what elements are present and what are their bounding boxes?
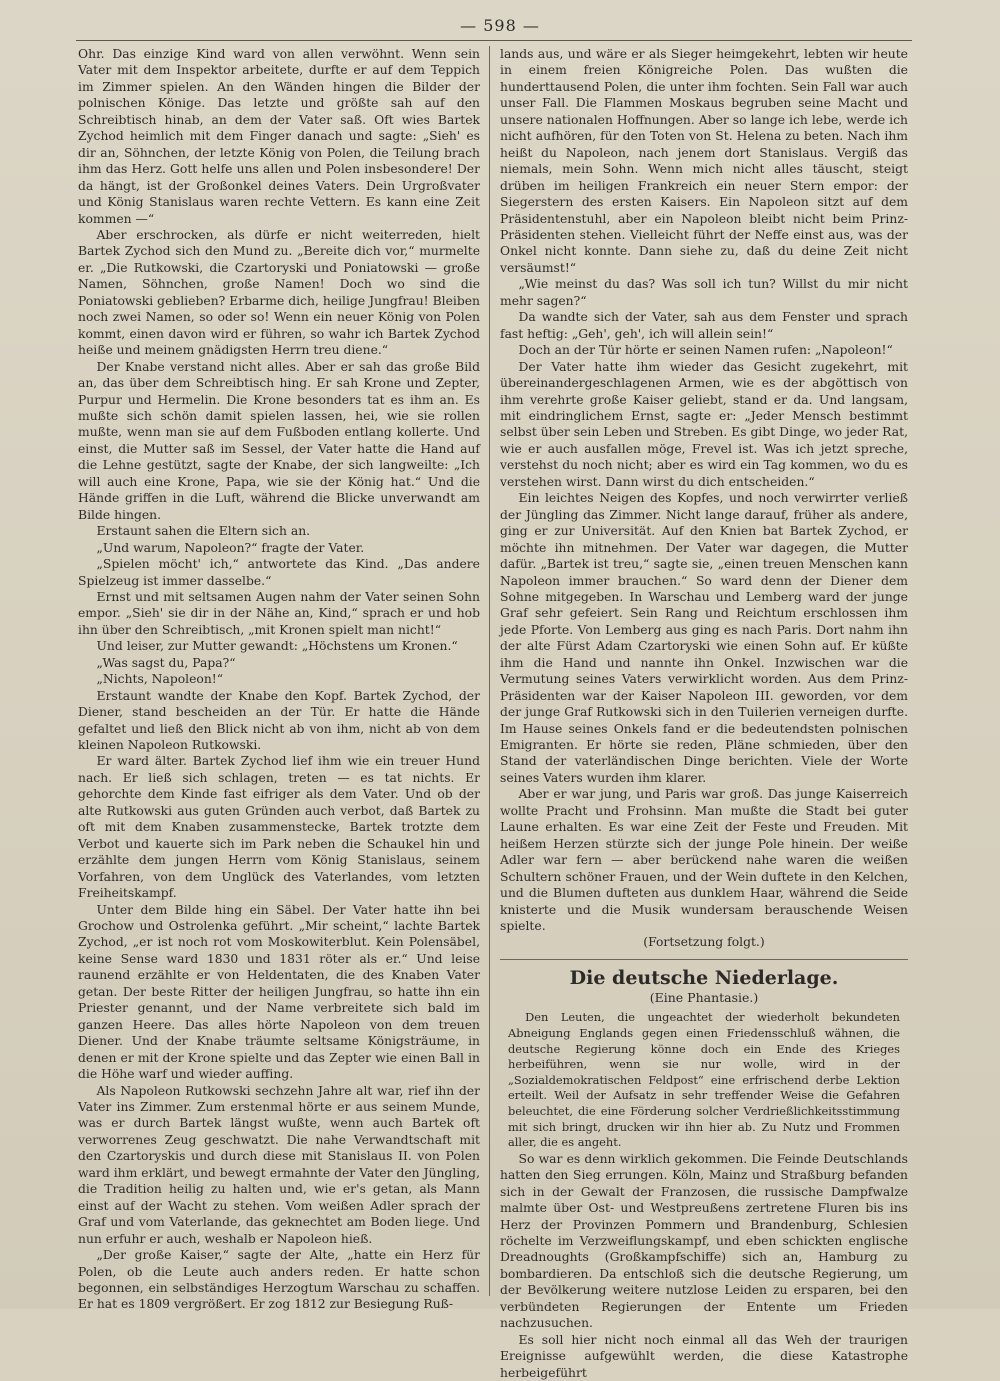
- column-divider: [489, 46, 490, 1296]
- article-separator: [500, 959, 908, 960]
- paragraph: Ernst und mit seltsamen Augen nahm der Vater seinen Sohn empor. „Sieh' sie dir in der Nähe an, Kind,“ sprach er und hob ihn über den Schreibtisch, „mit Kronen spielt man nicht!“: [78, 589, 480, 637]
- paragraph: Der Knabe verstand nicht alles. Aber er sah das große Bild an, das über dem Schreibtisch hing. Er sah Krone und Zepter, Purpur und Hermelin. Die Krone besonders tat es ihm an. Es mußte sich schön damit spielen lassen, hei, wie sie rollen mußte, wenn man sie auf dem Fußboden entlang kollerte. Und einst, die Mutter saß im Sessel, der Vater hatte die Hand auf die Lehne gestützt, sagte der Knabe, der sich langweilte: „Ich will auch eine Krone, Papa, wie sie der König hat.“ Und die Hände griffen in die Luft, während die Blicke unverwandt am Bilde hingen.: [78, 359, 480, 522]
- article-title: Die deutsche Niederlage.: [569, 966, 839, 989]
- paragraph: Da wandte sich der Vater, sah aus dem Fenster und sprach fast heftig: „Geh', geh', ich will allein sein!“: [500, 310, 908, 341]
- paragraph: Doch an der Tür hörte er seinen Namen rufen: „Napoleon!“: [518, 343, 893, 358]
- paragraph: „Was sagst du, Papa?“: [96, 655, 236, 670]
- intro-paragraph: Den Leuten, die ungeachtet der wiederholt bekundeten Abneigung Englands gegen einen Friedensschluß wähnen, die deutsche Regierung könne doch ein Ende des Krieges herbeiführen, wenn sie nur wolle, wird in der „Sozialdemokratischen Feldpost“ eine erfrischend derbe Lektion erteilt. Weil der Aufsatz in sehr treffender Weise die Gefahren beleuchtet, die eine Förderung solcher Verdrießlichkeitsstimmung mit sich bringt, drucken wir ihn hier ab. Zu Nutz und Frommen aller, die es angeht.: [508, 1010, 900, 1150]
- article-intro: [500, 1010, 908, 1150]
- paragraph: Unter dem Bilde hing ein Säbel. Der Vater hatte ihn bei Grochow und Ostrolenka geführt. „Mir scheint,“ lachte Bartek Zychod, „er ist noch rot vom Moskowiterblut. Kein Polensäbel, keine Sense ward 1830 und 1831 röter als er.“ Und leise raunend erzählte er von Heldentaten, die des Knaben Vater getan. Der beste Ritter der heiligen Jungfrau, so hatte ihn ein Priester genannt, und der Name verbreitete sich bald im ganzen Heere. Das alles hörte Napoleon von dem treuen Diener. Und der Knabe träumte seltsame Königsträume, in denen er mit der Krone spielte und das Zepter wie einen Ball in die Höhe warf und wieder auffing.: [78, 902, 480, 1082]
- paragraph: Der Vater hatte ihm wieder das Gesicht zugekehrt, mit übereinandergeschlagenen Armen, wie es der abgöttisch von ihm verehrte große Kaiser geliebt, stand er da. Und langsam, mit eindringlichem Ernst, sagte er: „Jeder Mensch bestimmt selbst über sein Leben und Streben. Es gibt Dinge, wo jeder Rat, wie er auch ausfallen möge, Frevel ist. Was ich jetzt spreche, verstehst du noch nicht; aber es wird ein Tag kommen, wo du es verstehen wirst. Dann wirst du dich entscheiden.“: [500, 359, 908, 489]
- paragraph: Er ward älter. Bartek Zychod lief ihm wie ein treuer Hund nach. Er ließ sich schlagen, treten — es tat nichts. Er gehorchte dem Kinde fast eifriger als dem Vater. Und ob der alte Rutkowski aus guten Gründen auch verbot, daß Bartek zu oft mit dem Knaben zusammenstecke, Bartek trotzte dem Verbot und kauerte sich im Park neben die Schaukel hin und erzählte dem jungen Herrn vom König Stanislaus, seinem Vorfahren, von dem Unglück des Vaterlandes, vom letzten Freiheitskampf.: [78, 754, 480, 901]
- paragraph: Erstaunt wandte der Knabe den Kopf. Bartek Zychod, der Diener, stand bescheiden an der Tür. Er hatte die Hände gefaltet und ließ den Blick nicht ab von ihm, nicht ab von dem kleinen Napoleon Rutkowski.: [78, 688, 480, 753]
- paragraph: „Wie meinst du das? Was soll ich tun? Willst du mir nicht mehr sagen?“: [500, 277, 908, 308]
- paragraph: „Nichts, Napoleon!“: [96, 672, 224, 687]
- paragraph: „Und warum, Napoleon?“ fragte der Vater.: [96, 540, 365, 555]
- paragraph: lands aus, und wäre er als Sieger heimgekehrt, lebten wir heute in einem freien Königreiche Polen. Das wußten die hunderttausend Polen, die unter ihm fochten. Sein Fall war auch unser Fall. Die Flammen Moskaus begruben seine Macht und unsere nationalen Hoffnungen. Aber so lange ich lebe, werde ich nicht aufhören, für den Toten von St. Helena zu beten. Nach ihm heißt du Napoleon, nach jenem dort Stanislaus. Vergiß das niemals, mein Sohn. Wenn mich nicht alles täuscht, steigt drüben im heiligen Frankreich ein neuer Stern empor: der Siegerstern des ersten Kaisers. Ein Napoleon sitzt auf dem Präsidentenstuhl, aber ein Napoleon bleibt nicht beim Prinz-Präsidenten stehen. Vielleicht führt der Neffe einst aus, was der Onkel nicht konnte. Dann siehe zu, daß du deine Zeit nicht versäumst!“: [500, 47, 908, 275]
- article-paragraph: Es soll hier nicht noch einmal all das Weh der traurigen Ereignisse aufgewühlt werden, die diese Katastrophe herbeigeführt: [500, 1332, 908, 1380]
- left-column: [78, 46, 480, 1312]
- paragraph: Erstaunt sahen die Eltern sich an.: [96, 524, 311, 539]
- page-number: — 598 —: [460, 16, 540, 35]
- right-column: [500, 46, 908, 1380]
- paragraph: Und leiser, zur Mutter gewandt: „Höchstens um Kronen.“: [96, 639, 458, 654]
- article-paragraph: So war es denn wirklich gekommen. Die Feinde Deutschlands hatten den Sieg errungen. Köln, Mainz und Straßburg befanden sich in der Gewalt der Franzosen, die russische Dampfwalze malmte über Ost- und Westpreußens zertretene Fluren bis ins Herz der Provinzen Pommern und Brandenburg, Schlesien röchelte im Verzweiflungskampf, und eben schickten englische Dreadnoughts (Großkampfschiffe) sich an, Hamburg zu bombardieren. Da entschloß sich die deutsche Regierung, um der Bevölkerung weitere nutzlose Leiden zu ersparen, bei den verbündeten Regierungen der Entente um Frieden nachzusuchen.: [500, 1151, 908, 1331]
- paragraph: „Der große Kaiser,“ sagte der Alte, „hatte ein Herz für Polen, ob die Leute auch anders reden. Er hatte schon begonnen, ein selbständiges Herzogtum Warschau zu schaffen. Er hat es 1809 vergrößert. Er zog 1812 zur Besiegung Ruß-: [78, 1248, 480, 1312]
- paragraph: „Spielen möcht' ich,“ antwortete das Kind. „Das andere Spielzeug ist immer dasselbe.“: [78, 557, 480, 588]
- paragraph: Ein leichtes Neigen des Kopfes, und noch verwirrter verließ der Jüngling das Zimmer. Nicht lange darauf, früher als andere, ging er zur Universität. Auf den Knien bat Bartek Zychod, er möchte ihn mitnehmen. Der Vater war dagegen, die Mutter dafür. „Bartek ist treu,“ sagte sie, „einen treuen Menschen kann Napoleon immer brauchen.“ So ward denn der Diener dem Sohne mitgegeben. In Warschau und Lemberg ward der junge Graf sehr gefeiert. Sein Rang und Reichtum erschlossen ihm jede Pforte. Von Lemberg aus ging es nach Paris. Dort nahm ihn der alte Fürst Adam Czartoryski wie einen Sohn auf. Er küßte ihm die Hand und nannte ihn Onkel. Inzwischen war die Vermutung seines Vaters verwirklicht worden. Aus dem Prinz-Präsidenten war der Kaiser Napoleon III. geworden, vor dem der junge Graf Rutkowski sich in den Tuilerien verneigen durfte. Im Hause seines Onkels fand er die bedeutendsten polnischen Emigranten. Er hörte sie reden, Pläne schmieden, über den Stand der vaterländischen Dinge berichten. Viele der Worte seines Vaters wurden ihm klarer.: [500, 491, 908, 785]
- paragraph: Aber erschrocken, als dürfe er nicht weiterreden, hielt Bartek Zychod sich den Mund zu. „Bereite dich vor,“ murmelte er. „Die Rutkowski, die Czartoryski und Poniatowski — große Namen, Söhnchen, große Namen! Doch wo sind die Poniatowski geblieben? Erbarme dich, heilige Jungfrau! Bleiben noch zwei Namen, so oder so! Wenn ein neuer König von Polen kommt, einen davon wird er führen, so wahr ich Bartek Zychod heiße und meinem gnädigsten Herrn treu diene.“: [78, 227, 480, 358]
- header-rule: [76, 40, 912, 41]
- continuation-note: (Fortsetzung folgt.): [643, 935, 765, 950]
- paragraph: Aber er war jung, und Paris war groß. Das junge Kaiserreich wollte Pracht und Frohsinn. Man mußte die Stadt bei guter Laune erhalten. Es war eine Zeit der Feste und Freuden. Mit heißem Herzen stürzte sich der junge Pole hinein. Der weiße Adler war fern — aber berückend nahe waren die weißen Schultern schöner Frauen, und der Wein duftete in den Kelchen, und die Blumen dufteten aus dunklem Haar, während die Seide knisterte und die Musik wundersam berauschende Weisen spielte.: [500, 787, 908, 934]
- paragraph: Als Napoleon Rutkowski sechzehn Jahre alt war, rief ihn der Vater ins Zimmer. Zum erstenmal hörte er aus seinem Munde, was er durch Bartek längst wußte, wenn auch Bartek oft verworrenes Zeug geschwatzt. Die nahe Verwandtschaft mit den Czartoryskis und durch diese mit Stanislaus II. von Polen ward ihm erklärt, und bewegt ermahnte der Vater den Jüngling, die Tradition heilig zu halten und, wie er's getan, als Mann einst auf der Wacht zu stehen. Vom weißen Adler sprach der Graf und vom Vaterlande, das geknechtet am Boden liege. Und nun erfuhr er auch, weshalb er Napoleon hieß.: [78, 1083, 480, 1246]
- paragraph: Ohr. Das einzige Kind ward von allen verwöhnt. Wenn sein Vater mit dem Inspektor arbeitete, durfte er auf dem Teppich im Zimmer spielen. An den Wänden hingen die Bilder der polnischen Könige. Das letzte und größte sah auf den Schreibtisch hinab, an dem der Vater saß. Oft wies Bartek Zychod heimlich mit dem Finger danach und sagte: „Sieh' es dir an, Söhnchen, der letzte König von Polen, die Teilung brach ihm das Herz. Gott helfe uns allen und Polen insbesondere! Der da hängt, ist der Großonkel deines Vaters. Dein Urgroßvater und König Stanislaus waren rechte Vettern. Es kann eine Zeit kommen —“: [78, 47, 480, 226]
- article-subtitle: (Eine Phantasie.): [649, 989, 759, 1005]
